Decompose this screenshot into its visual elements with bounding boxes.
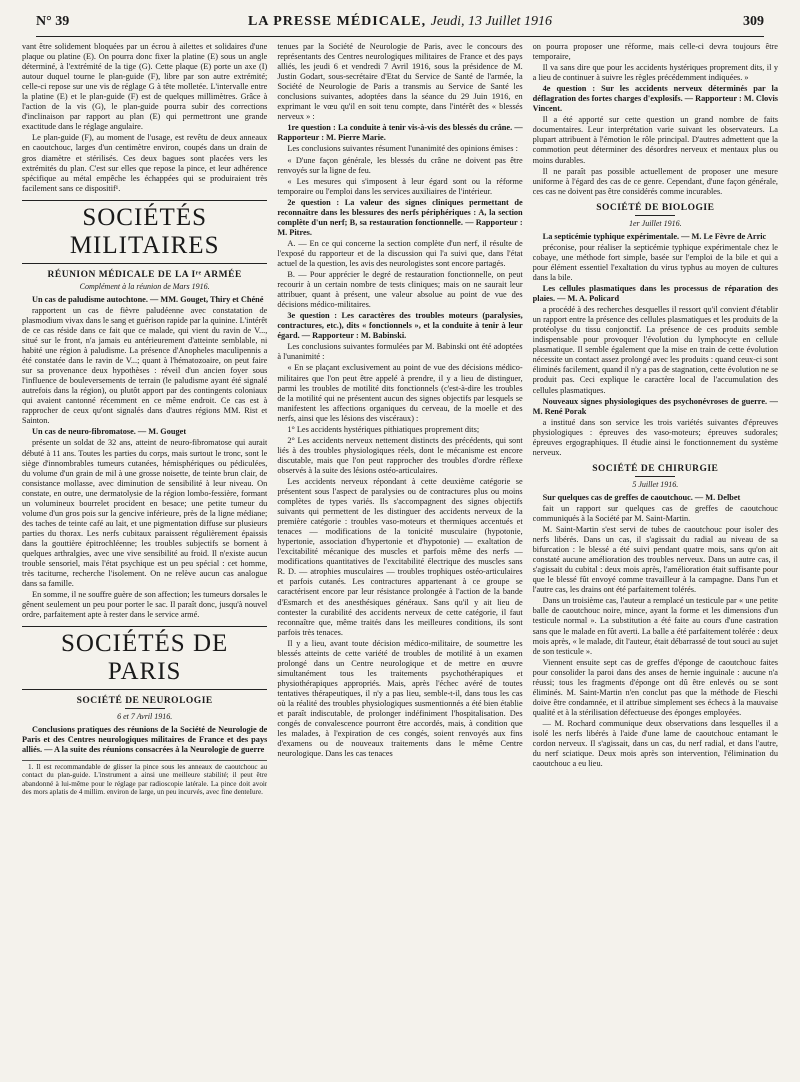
issue-number: N° 39	[36, 14, 70, 29]
question-heading: 1re question : La conduite à tenir vis-à-vis des blessés du crâne. — Rapporteur : M. Pierre Marie.	[277, 123, 523, 143]
column-right	[533, 42, 778, 1076]
paragraph: 1° Les accidents hystériques pithiatiques proprement dits;	[287, 424, 480, 434]
article-heading: Sur quelques cas de greffes de caoutchouc. — M. Delbet	[542, 492, 741, 502]
paragraph: Le plan-guide (F), au moment de l'usage, est revêtu de deux anneaux en caoutchouc, larges d'un centimètre environ, coupés dans un drain de gros diamètre et stérilisés. Ces deux bagues sont placées vers les extrémités du plan. C'est sur elles que repose la pince, et leur adhérence spécifique au métal empêche les échappées qui se produiraient très facilement sans ce dispositif¹.	[22, 133, 268, 193]
divider	[635, 476, 675, 477]
paragraph: présente un soldat de 32 ans, atteint de neuro-fibromatose qui aurait débuté à 11 ans. Toutes les parties du corps, mais surtout le tronc, sont le siège d'innombrables tumeurs cutanées, hémisphériques ou pédiculées, du volume d'un grain de mil à une grosse noisette, de teinte brun clair, de consistance mollasse, avec diminution de sensibilité à leur niveau. On constate, en outre, une dermatolysie de la région lombo-fessière, formant un volumineux bourrelet procident en besace; une petite tumeur du volume d'un gros pois sur la gencive inférieure, près de la ligne médiane; des taches de teinte café au lait, et une pigmentation diffuse sur plusieurs parties du thorax. Les nerfs cubitaux paraissent régulièrement épaissis dans la gouttière épitrochléenne; les troubles subjectifs se bornent à quelques arthralgies, avec une vive sensibilité au froid. Il n'existe aucun trouble sensoriel, mais l'état psychique est un peu spécial : cet homme, très taciturne, recherche l'isolement. On ne relève aucun cas analogue dans sa famille.	[22, 438, 268, 589]
page-number: 309	[743, 14, 764, 29]
divider	[635, 215, 675, 216]
paragraph: Dans un troisième cas, l'auteur a remplacé un testicule par « une petite balle de caoutchouc noire, mince, ayant la forme et les dimensions d'un testicule normal ». La substitution a été faite au cours d'une castration sans que le malade en fût averti. La balle a été parfaitement tolérée : deux mois après, « le malade, dit l'auteur, était débarrassé de tout souci au sujet de son testicule ».	[532, 596, 778, 656]
article-heading: Nouveaux signes physiologiques des psychonévroses de guerre. — M. René Porak	[532, 396, 778, 416]
paragraph: a institué dans son service les trois variétés suivantes d'épreuves physiologiques : épreuves des vaso-moteurs; épreuves sudorales; épreuves ergographiques. Il étudie ainsi le fonctionnement du système nerveux.	[532, 417, 778, 457]
society-date: 6 et 7 Avril 1916.	[117, 712, 173, 722]
article-heading: Un cas de neuro-fibromatose. — M. Gouget	[32, 427, 187, 437]
society-date: 5 Juillet 1916.	[632, 479, 679, 489]
paragraph: M. Saint-Martin s'est servi de tubes de caoutchouc pour isoler des nerfs libérés. Dans un cas, il s'agissait du radial au niveau de sa bifurcation : le blessé a été suivi pendant quatre mois, sans qu'on ait constaté aucune amélioration des troubles nerveux. Dans un autre cas, il s'agissait du cubital : deux mois après, l'amélioration était suffisante pour que le blessé fût envoyé comme travailleur à la campagne. Dans l'un et l'autre cas, les drains ont été parfaitement tolérés.	[532, 525, 778, 595]
question-heading: 2e question : La valeur des signes cliniques permettant de reconnaître dans les blessures des nerfs périphériques : A, la section complète d'un nerf; B, sa restauration fonctionnelle. — Rapporteur : M. Pitres.	[277, 197, 523, 237]
paragraph: Les accidents nerveux répondant à cette deuxième catégorie se présentent sous l'aspect de paralysies ou de contractures plus ou moins complètes de types variés. Ils s'accompagnent des signes objectifs suivants qui permettent de les distinguer des accidents nerveux de la première catégorie : troubles vaso-moteurs et thermiques accentués et tenaces — modifications de la tonicité musculaire (hypotonie, hypertonie, association d'hypertonie et d'hypotonie) — exaltation de l'excitabilité mécanique des muscles et parfois même des nerfs — modifications quantitatives de l'excitabilité électrique des muscles sans R. D. — atrophies musculaires — troubles trophiques ostéo-articulaires et parfois cutanés. Les contractures appartenant à ce groupe se caractérisent encore par leur résistance prolongée à l'action de la bande d'Esmarch et des anesthésiques généraux. Sans qu'il y ait lieu de contester la curabilité des accidents nerveux de cette catégorie, il faut reconnaître que, même traités dans les meilleures conditions, ils sont parfois très tenaces.	[277, 476, 523, 637]
column-middle	[277, 42, 522, 1076]
paragraph: « D'une façon générale, les blessés du crâne ne doivent pas être renvoyés sur la ligne de feu.	[277, 155, 523, 175]
paragraph: rapportent un cas de fièvre paludéenne avec constatation de plasmodium vivax dans le sang et guérison rapide par la quinine. L'intérêt de ce cas réside dans ce fait que ce malade, qui vient du ravin de V..., situé sur le front, n'a jamais eu antérieurement d'atteinte semblable, ni habité une région à paludisme. La présence d'Anopheles maculipennis a été constatée dans le ravin de V...; quant à l'hématozoaire, on peut faire sur sa provenance deux hypothèses : réveil d'un ancien foyer sous l'influence de bouleversements de terrain (le paludisme ayant été signalé autrefois dans la région), ou plutôt apport par des contingents coloniaux qui avaient cantonné récemment en ce même endroit. Ce cas est à rapprocher de ceux qu'ont signalés dans d'autres régions MM. Rist et Sainton.	[22, 305, 268, 426]
society-date: 1er Juillet 1916.	[628, 218, 682, 228]
paragraph: « Les mesures qui s'imposent à leur égard sont ou la réforme temporaire ou l'emploi dans les services auxiliaires de l'intérieur.	[277, 176, 523, 196]
paragraph: « En se plaçant exclusivement au point de vue des décisions médico-militaires que l'on peut être appelé à prendre, il y a lieu de distinguer, parmi les troubles de motilité dits fonctionnels (c'est-à-dire les troubles de la motilité qui ne présentent aucun des signes objectifs par lesquels se manifestent les affections organiques du cerveau, de la moelle et des nerfs, ainsi que les lésions des viscéraux) :	[277, 363, 523, 423]
paragraph: En somme, il ne souffre guère de son affection; les tumeurs dorsales le gênent seulement un peu pour porter le sac. Il paraît donc, jusqu'à nouvel ordre, parfaitement apte à rester dans le service armé.	[22, 590, 268, 620]
question-heading: 4e question : Sur les accidents nerveux déterminés par la déflagration des fortes charges d'explosifs. — Rapporteur : M. Clovis Vincent.	[532, 84, 778, 114]
paragraph: Il a été apporté sur cette question un grand nombre de faits documentaires. Leur interprétation varie suivant les observateurs. La plupart attribuent à l'émotion le rôle principal. D'autres admettent que la commotion peut déterminer des désordres nerveux et mentaux plus ou moins durables.	[532, 115, 778, 165]
footnote	[22, 760, 267, 797]
paragraph: A. — En ce qui concerne la section complète d'un nerf, il résulte de l'exposé du rapporteur et de la discussion qui l'a suivi que, dans l'état actuel de la question, les avis des neurologistes sont encore partagés.	[277, 238, 523, 268]
article-heading: La septicémie typhique expérimentale. — M. Le Fèvre de Arric	[542, 231, 767, 241]
journal-title	[156, 14, 644, 30]
divider	[125, 708, 165, 709]
issue-date: Jeudi, 13 Juillet 1916	[430, 14, 552, 29]
paragraph: fait un rapport sur quelques cas de greffes de caoutchouc communiqués à la Société par M. Saint-Martin.	[532, 503, 778, 524]
paragraph: tenues par la Société de Neurologie de Paris, avec le concours des représentants des Centres neurologiques militaires de France et des pays alliés, les jeudi 6 et vendredi 7 Avril 1916, sous la présidence de M. Justin Godart, sous-secrétaire d'Etat du Service de Santé de l'armée, la Société de Neurologie de Paris a transmis au Service de Santé les conclusions suivantes, adoptées dans la séance du 29 Juin 1916, en exprimant le vœu qu'il en soit tenu compte, dans l'intérêt des « blessés nerveux » :	[277, 42, 523, 122]
page-header	[36, 8, 764, 37]
footnote-text: 1. Il est recommandable de glisser la pince sous les anneaux de caoutchouc au contact du plan-guide. L'instrument a ainsi une meilleure stabilité; il peut être abandonné à lui-même pour le réglage par radioscopie latérale. La pince doit avoir des mors aplatis de 4 millim. environ de large, un peu incurvés, avec fine denteIure.	[22, 762, 268, 797]
section-title-paris: SOCIÉTÉS DE PARIS	[22, 626, 267, 690]
paragraph: B. — Pour apprécier le degré de restauration fonctionnelle, on peut recourir à un certain nombre de tests cliniques; mais on ne saurait leur attribuer, quant à présent, une valeur absolue au point de vue des décisions médico-militaires.	[277, 270, 523, 310]
paragraph: préconise, pour réaliser la septicémie typhique expérimentale chez le cobaye, une méthode fort simple, basée sur l'emploi de la bile et qui a pour élément essentiel l'exaltation du virus typhus au moyen de cultures dans la bile.	[532, 242, 778, 282]
article-heading: Les cellules plasmatiques dans les processus de réparation des plaies. — M. A. Policard	[532, 284, 778, 304]
paragraph: vant être solidement bloquées par un écrou à ailettes et solidaires d'une plaque ou platine (E). On pourra donc fixer la platine (E) sous un angle déterminé, à l'extrémité de la tige (G). Cette plaque (E) porte un axe (I) autour duquel tourne le plan-guide (F), libre par son autre extrémité; celle-ci repose sur une vis de réglage G à tête molletée. L'intervalle entre la platine (E) et le plan-guide (F) est de quelques millimètres. Grâce à l'action de la vis (G), le plan-guide pourra subir des corrections d'inclinaison par rapport au plan (E) qui permettront une grande exactitude dans le réglage angulaire.	[22, 42, 268, 132]
paragraph: Les conclusions suivantes résument l'unanimité des opinions émises :	[287, 144, 518, 154]
paragraph: Les conclusions suivantes formulées par M. Babinski ont été adoptées à l'unanimité :	[277, 342, 523, 362]
journal-name: LA PRESSE MÉDICALE,	[248, 14, 427, 29]
paragraph: Il y a lieu, avant toute décision médico-militaire, de soumettre les blessés atteints de cette variété de troubles de motilité à un examen prolongé dans un Centre neurologique et de mettre en œuvre simultanément tous les traitements psychothérapiques et physiothérapiques appropriés. Mais, après l'échec avéré de toutes tentatives thérapeutiques, il n'y a pas lieu, semble-t-il, dans tous les cas où la réalité des troubles physiologiques susmentionnés a été bien établie et paraît indiscutable, de prolonger indéfiniment l'hospitalisation. Des congés de convalescence pourront être accordés, mais, à condition que les malades, à l'expiration de ces congés, soient renvoyés aux fins d'examens ou de nouveaux traitements dans le même Centre neurologique. Dans les cas tenaces	[277, 638, 523, 759]
paragraph: — M. Rochard communique deux observations dans lesquelles il a isolé les nerfs libérés à l'aide d'une lame de caoutchouc entamant le cordon nerveux. Il s'agissait, dans un cas, du nerf radial, et dans l'autre, du nerf sciatique. Deux mois après son intervention, l'élimination du caoutchouc a eu lieu.	[532, 718, 778, 769]
section-title-military: SOCIÉTÉS MILITAIRES	[22, 200, 267, 264]
paragraph: 2° Les accidents nerveux nettement distincts des précédents, qui sont liés à des troubles physiologiques réels, dont le mécanisme est encore discutable, mais que l'on peut rapprocher des troubles d'ordre réflexe observés à la suite des lésions ostéo-articulaires.	[277, 435, 523, 475]
society-title: SOCIÉTÉ DE BIOLOGIE	[596, 202, 715, 213]
question-heading: 3e question : Les caractères des troubles moteurs (paralysies, contractures, etc.), dits « fonctionnels », et la conduite à tenir à leur égard. — Rapporteur : M. Babinski.	[277, 311, 523, 341]
paragraph: Viennent ensuite sept cas de greffes d'éponge de caoutchouc faites pour consolider la paroi dans des anses de hernie inguinale : aucune n'a réussi; tous les fragments d'éponge ont dû être enlevés ou se sont éliminés. M. Saint-Martin n'en conclut pas que la méthode de Fieschi doive être condamnée, et il attribue simplement ses échecs à la mauvaise qualité et à la stérilisation défectueuse des éponges employées.	[532, 657, 778, 717]
paragraph: Il ne paraît pas possible actuellement de proposer une mesure uniforme à l'égard des cas de ce genre. Cependant, d'une façon générale, ces cas ne doivent pas être considérés comme incurables.	[532, 166, 778, 196]
reunion-subtitle: Complément à la réunion de Mars 1916.	[79, 281, 210, 291]
society-title: SOCIÉTÉ DE CHIRURGIE	[592, 463, 719, 474]
paragraph: a procédé à des recherches desquelles il ressort qu'il convient d'établir un rapport entre la présence des cellules plasmatiques et les produits de la protéolyse du tissu conjonctif. La présence de ces produits semble indispensable pour provoquer l'évolution du lymphocyte en cellule plasmatique. Il semble également que la mise en train de cette évolution nécessite un contact assez prolongé avec les produits : quand ceux-ci sont éliminés facilement, quand il n'y a pas de stagnation, cette évolution ne se produit pas. Ceci explique le caractère local de l'accumulation des cellules plasmatiques.	[532, 305, 778, 395]
column-left	[22, 42, 267, 1076]
paragraph: on pourra proposer une réforme, mais celle-ci devra toujours être temporaire,	[532, 42, 778, 62]
society-title: SOCIÉTÉ DE NEUROLOGIE	[76, 696, 213, 707]
article-heading: Conclusions pratiques des réunions de la Société de Neurologie de Paris et des Centres neurologiques militaires de France et des pays alliés. — A la suite des réunions consacrées à la Neurologie de guerre	[22, 725, 268, 755]
paragraph: Il va sans dire que pour les accidents hystériques proprement dits, il y a lieu de continuer à suivre les règles précédemment indiquées. »	[532, 63, 778, 83]
reunion-title: RÉUNION MÉDICALE DE LA Iʳᵉ ARMÉE	[47, 269, 242, 280]
article-heading: Un cas de paludisme autochtone. — MM. Gouget, Thiry et Chéné	[32, 294, 264, 304]
